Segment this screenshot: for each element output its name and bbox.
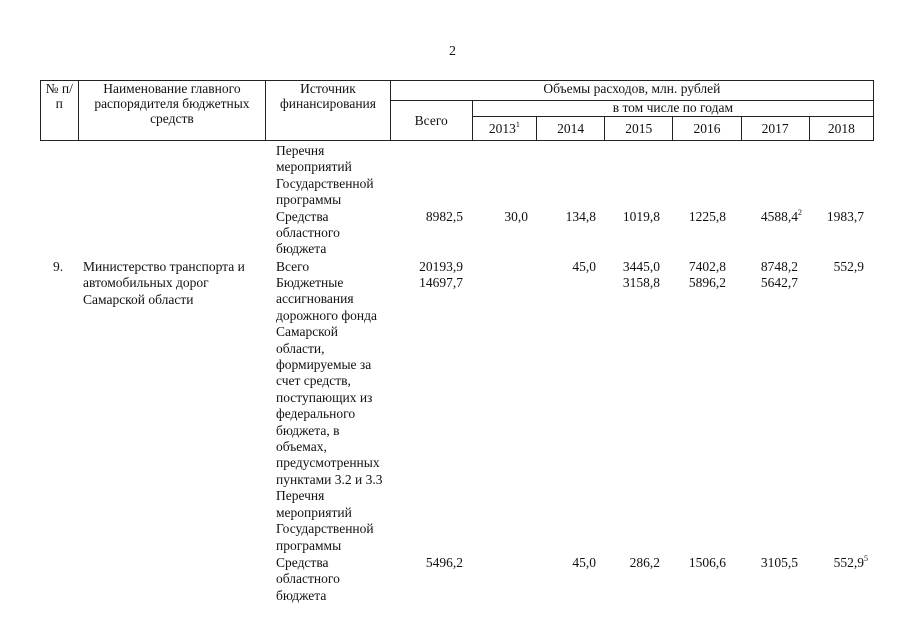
source-line: области, [276, 340, 325, 356]
header-year-2017: 2017 [741, 117, 809, 141]
table-header [40, 80, 874, 141]
row2-source: Всего [276, 259, 310, 274]
row4-total: 5496,2 [425, 555, 463, 570]
source-line: ассигнования [276, 291, 354, 307]
row1-y2014: 134,8 [565, 209, 596, 224]
row2-y2016: 7402,8 [688, 259, 726, 274]
source-line: бюджета, в [276, 422, 340, 438]
source-line: пунктами 3.2 и 3.3 [276, 471, 383, 487]
row2-name [83, 259, 245, 308]
source-line: областного [276, 225, 340, 241]
header-year-2014: 2014 [537, 117, 605, 141]
source-line: дорожного фонда [276, 307, 377, 323]
row2-y2017: 8748,2 [760, 259, 798, 274]
name-line: Самарской области [83, 291, 194, 307]
source-line: бюджета [276, 241, 327, 257]
row4-y2017: 3105,5 [760, 555, 798, 570]
row2-y2014: 45,0 [572, 259, 596, 274]
row1-y2015: 1019,8 [622, 209, 660, 224]
row4-y2014: 45,0 [572, 555, 596, 570]
source-line: федерального [276, 406, 356, 422]
source-line: мероприятий [276, 504, 352, 520]
source-line: поступающих из [276, 389, 373, 405]
row1-total: 8982,5 [425, 209, 463, 224]
name-line: Министерство транспорта и [83, 259, 245, 274]
row2-y2018: 552,9 [833, 259, 864, 274]
header-year-2016: 2016 [673, 117, 741, 141]
row1-y2017: 4588,4$^2$ [760, 208, 802, 224]
source-line: формируемые за [276, 357, 372, 373]
row3-y2015: 3158,8 [622, 275, 660, 290]
source-line: Бюджетные [276, 275, 344, 290]
source-line: Самарской [276, 324, 339, 340]
row4-y2018: 552,9$^5$ [833, 554, 868, 570]
row3-y2017: 5642,7 [760, 275, 798, 290]
header-year-2015: 2015 [605, 117, 673, 141]
row3-y2016: 5896,2 [688, 275, 726, 290]
source-line: мероприятий [276, 159, 352, 175]
row4-y2015: 286,2 [629, 555, 660, 570]
row3-source [276, 275, 383, 554]
header-year-2018: 2018 [809, 117, 873, 141]
source-line: бюджета [276, 587, 327, 603]
header-col-total: Всего [390, 101, 472, 141]
source-line: счет средств, [276, 373, 351, 389]
header-col-no: № п/п [41, 81, 79, 141]
source-line: областного [276, 571, 340, 587]
row1-source [276, 143, 374, 258]
source-line: Средства [276, 555, 329, 570]
header-col-name: Наименование главного распорядителя бюджетных средств [78, 81, 266, 141]
source-line: Средства [276, 208, 329, 224]
source-line: объемах, [276, 439, 327, 455]
row4-y2016: 1506,6 [688, 555, 726, 570]
row2-total: 20193,9 [419, 259, 463, 274]
source-line: Перечня [276, 488, 325, 504]
header-col-volumes: Объемы расходов, млн. рублей [390, 81, 873, 101]
source-line: Перечня [276, 143, 325, 158]
page-number: 2 [449, 44, 456, 59]
name-line: автомобильных дорог [83, 275, 209, 291]
row1-y2016: 1225,8 [688, 209, 726, 224]
header-year-2013: 2013$^1$ [472, 117, 536, 141]
row2-no: 9. [53, 259, 64, 274]
source-line: Государственной [276, 521, 374, 537]
row2-y2015: 3445,0 [622, 259, 660, 274]
row1-y2013: 30,0 [504, 209, 528, 224]
row3-total: 14697,7 [419, 275, 463, 290]
source-line: Государственной [276, 175, 374, 191]
header-col-by-years: в том числе по годам [472, 101, 873, 117]
row4-source [276, 555, 340, 604]
source-line: программы [276, 537, 342, 553]
row1-y2018: 1983,7 [826, 209, 864, 224]
source-line: предусмотренных [276, 455, 380, 471]
source-line: программы [276, 192, 342, 208]
header-col-source: Источник финансирования [266, 81, 390, 141]
